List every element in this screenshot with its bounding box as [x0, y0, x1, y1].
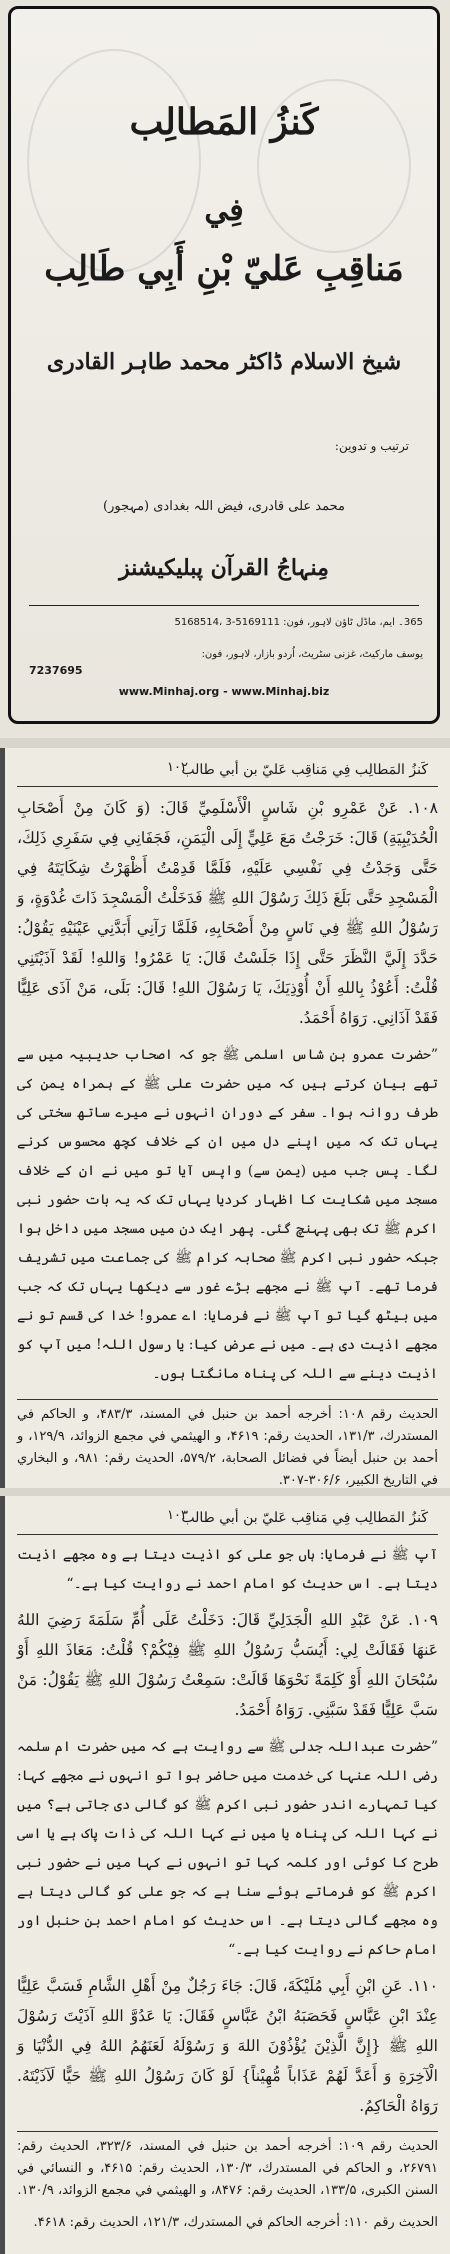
publisher-name: مِنہاجُ القرآن پبلیکیشنز — [119, 555, 329, 581]
divider — [29, 605, 419, 606]
reference-109: الحديث رقم ۱۰۹: أخرجه أحمد بن حنبل في المسند، ۳۲۳/۶، الحديث رقم: ۲۶۷۹۱، و الحاكم في المستدرك، ۱۳۰/۳، الحديث رقم: ۴۶۱۵، و النسائي في السنن الكبرى، ۱۳۳/۵، الحديث رقم: ۸۴۷۶، و الهيثمي في مجمع الزوائد، ۱۳۰/۹. — [17, 2131, 438, 2202]
running-header — [17, 1504, 438, 1535]
compiled-by-label: ترتیب و تدوین: — [334, 439, 409, 453]
book-subtitle: مَناقِبِ عَليّ بْنِ أَبِي طَالِب — [44, 249, 404, 289]
urdu-continuation: آپ ﷺ نے فرمایا: ہاں جو علی کو اذیت دیتا ہے وہ مجھے اذیت دیتا ہے۔ اس حدیث کو امام احمد نے روایت کیا ہے۔“ — [17, 1547, 438, 1592]
arabic-hadith-109: ۱۰۹. عَنْ عَبْدِ اللهِ الْجَدَلِيِّ قَالَ: دَخَلْتُ عَلَى أُمِّ سَلَمَةَ رَضِيَ اللهُ عَنهَا فَقَالَتْ لِي: أَيُسَبُّ رَسُوْلُ اللهِ ﷺ فِيْكُمْ؟ قُلْتُ: مَعَاذَ اللهِ أَوْ سُبْحَانَ اللهِ أَوْ كَلِمَةً نَحْوَهَا قَالَتْ: سَمِعْتُ رَسُوْلَ اللهِ ﷺ يَقُوْلُ: مَنْ سَبَّ عَلِيًّا فَقَدْ سَبَّنِي. رَوَاهُ أَحْمَدُ. — [17, 1611, 438, 1719]
title-page-frame — [8, 6, 440, 724]
compilers: محمد علی قادری، فیض اللہ بغدادی (مہجور) — [103, 499, 345, 514]
phone-number: 7237695 — [29, 664, 83, 677]
website-links: www.Minhaj.org - www.Minhaj.biz — [118, 685, 330, 698]
header-title: كَنزُ المَطالِب فِي مَناقِب عَليّ بن أبي طالب — [181, 762, 428, 778]
header-title: كَنزُ المَطالِب فِي مَناقِب عَليّ بن أبي طالب — [181, 1510, 428, 1526]
title-page — [0, 0, 450, 738]
urdu-translation-108: ”حضرت عمرو بن شاس اسلمی ﷺ جو کہ اصحاب حدیبیہ میں سے تھے بیان کرتے ہیں کہ میں حضرت علی ﷺ کے ہمراہ یمن کی طرف روانہ ہوا۔ سفر کے دوران انہوں نے میرے ساتھ سختی کی یہاں تک کہ میں اپنے دل میں ان کے خلاف کچھ محسوس کرنے لگا۔ پس جب میں (یمن سے) واپس آیا تو میں نے ان کے خلاف مسجد میں شکایت کا اظہار کردیا یہاں تک کہ یہ بات حضور نبی اکرم ﷺ تک بھی پہنچ گئی۔ پھر ایک دن میں مسجد میں داخل ہوا جبکہ حضور نبی اکرم ﷺ صحابہ کرام ﷺ کی جماعت میں تشریف فرما تھے۔ آپ ﷺ نے مجھے بڑے غور سے دیکھا یہاں تک کہ جب میں بیٹھ گیا تو آپ ﷺ نے فرمایا: اے عمرو! خدا کی قسم تو نے مجھے اذیت دی ہے۔ میں نے عرض کیا: یا رسول اللہ! میں آپ کو اذیت دینے سے اللہ کی پناہ مانگتا ہوں۔ — [17, 1047, 438, 1382]
page-number: ۱۰۳ — [167, 1508, 188, 1523]
book-title: كَنزُ المَطالِب — [129, 101, 319, 143]
reference-110: الحديث رقم ۱۱۰: أخرجه الحاكم في المستدرك، ۱۲۱/۳، الحديث رقم: ۴۶۱۸. — [33, 2215, 438, 2230]
reference-108: الحديث رقم ۱۰۸: أخرجه أحمد بن حنبل في المسند، ۴۸۳/۳، و الحاكم في المستدرك، ۱۳۱/۳، الحديث رقم: ۴۶۱۹، و الهيثمي في مجمع الزوائد، ۱۲۹/۹، و أحمد بن حنبل أيضاً في فضائل الصحابة، ۵۷۹/۲، الحديث رقم: ۹۸۱، و البخاري في التاريخ الكبير، ۳۰۶/۶-۳۰۷. — [17, 1399, 438, 1492]
arabic-hadith-108: ۱۰۸. عَنْ عَمْرِو بْنِ شَاسٍ الْأَسْلَمِيِّ قَالَ: (وَ كَانَ مِنْ أَصْحَابِ الْحُدَيْبِيَةِ) قَالَ: خَرَجْتُ مَعَ عَلِيٍّ إِلَى الْيَمَنِ، فَجَفَانِي فِي سَفَرِي ذَلِكَ، حَتَّى وَجَدْتُ فِي نَفْسِي عَلَيْهِ، فَلَمَّا قَدِمْتُ أَظْهَرْتُ شِكَايَتَهُ فِي الْمَسْجِدِ حَتَّى بَلَغَ ذَلِكَ رَسُوْلَ اللهِ ﷺ فَدَخَلْتُ الْمَسْجِدَ ذَاتَ غُدْوَةٍ، وَ رَسُوْلُ اللهِ ﷺ فِي نَاسٍ مِنْ أَصْحَابِهِ، فَلَمَّا رَآنِي أَبَدَّنِي عَيْنَيْهِ يَقُوْلُ: حَدَّدَ إِلَيَّ النَّظَرَ حَتَّى إِذَا جَلَسْتُ قَالَ: يَا عَمْرُو! وَاللهِ! لَقَدْ آذَيْتَنِي قُلْتُ: أَعُوْذُ بِاللهِ أَنْ أُوْذِيَكَ، يَا رَسُوْلَ اللهِ! قَالَ: بَلَى، مَنْ آذَى عَلِيًّا فَقَدْ آذَانِي. رَوَاهُ أَحْمَدُ. — [17, 799, 438, 1027]
market-address: یوسف مارکیٹ، غزنی سٹریٹ، اُردو بازار، لاہور، فون: — [201, 649, 423, 660]
publisher-address: 365۔ ایم، ماڈل ٹاؤن لاہور، فون: 5169111-3 ،5168514 — [174, 617, 423, 628]
text-page-103 — [0, 1496, 450, 2254]
running-header — [17, 756, 438, 787]
page-number: ۱۰۲ — [167, 760, 188, 775]
background-ornament — [27, 49, 201, 273]
page-gap — [0, 1488, 450, 1496]
author-name: شيخ الاسلام ڈاکٹر محمد طاہر القادری — [46, 349, 402, 375]
text-page-102 — [0, 748, 450, 1488]
urdu-translation-109: ”حضرت عبداللہ جدلی ﷺ سے روایت ہے کہ میں حضرت ام سلمہ رضی اللہ عنہا کی خدمت میں حاضر ہوا تو انہوں نے مجھے کہا: کیا تمہارے اندر حضور نبی اکرم ﷺ کو گالی دی جاتی ہے؟ میں نے کہا اللہ کی پناہ یا میں نے کہا اللہ کی ذات پاک ہے یا اسی طرح کا کوئی اور کلمہ کہا تو انہوں نے کہا میں نے حضور نبی اکرم ﷺ کو فرماتے ہوئے سنا ہے کہ جو علی کو گالی دیتا ہے وہ مجھے گالی دیتا ہے۔ اس حدیث کو امام احمد بن حنبل اور امام حاکم نے روایت کیا ہے۔“ — [17, 1739, 438, 1958]
page-gap — [0, 738, 450, 748]
arabic-hadith-110: ۱۱۰. عَنِ ابْنِ أَبِي مُلَيْكَةَ، قَالَ: جَاءَ رَجُلٌ مِنْ أَهْلِ الشَّامِ فَسَبَّ عَلِيًّا عِنْدَ ابْنِ عَبَّاسٍ فَحَصَبَهُ ابْنُ عَبَّاسٍ فَقَالَ: يَا عَدُوَّ اللهِ آذَيْتَ رَسُوْلَ اللهِ ﷺ {إِنَّ الَّذِيْنَ يُؤْذُوْنَ اللهَ وَ رَسُوْلَهُ لَعَنَهُمُ اللهُ فِي الدُّنْيَا وَ الْآخِرَةِ وَ أَعَدَّ لَهُمْ عَذَاباً مُّهِيْناً} لَوْ كَانَ رَسُوْلُ اللهِ ﷺ حَيًّا لَآذَيْتَهُ. رَوَاهُ الْحَاكِمُ. — [17, 1977, 438, 2115]
book-title-preposition: فِي — [204, 193, 244, 228]
